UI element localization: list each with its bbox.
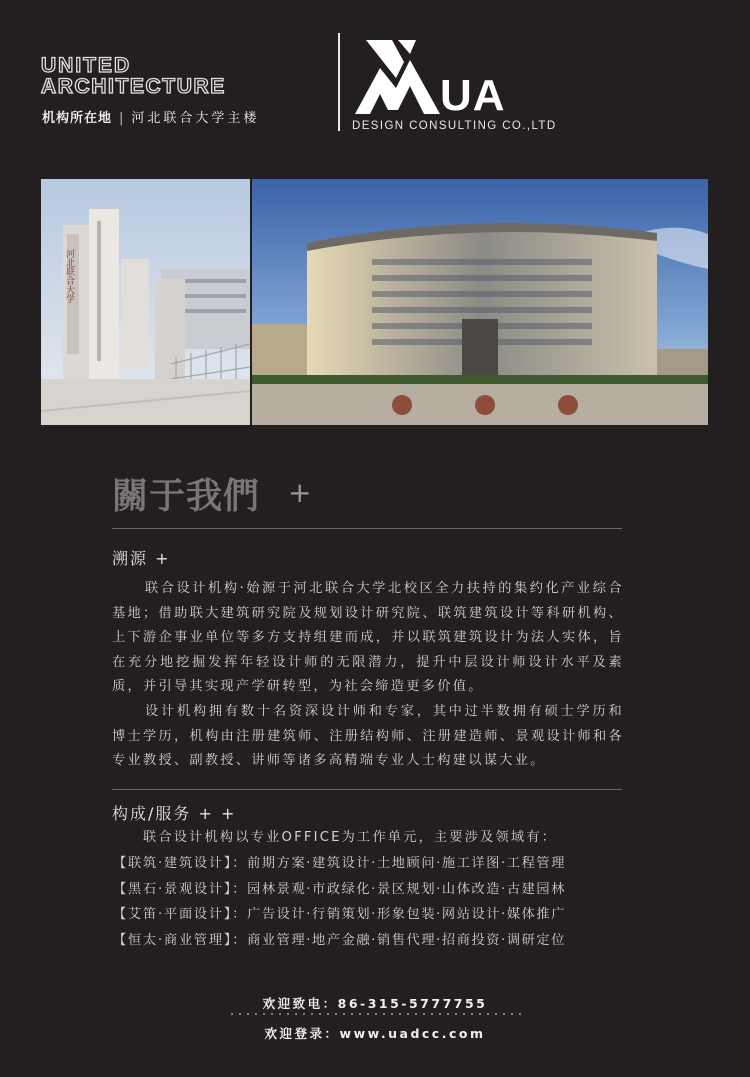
location-value: 河北联合大学主楼 [131, 111, 260, 126]
section-divider [112, 789, 622, 790]
service-category: 【联筑·建筑设计】 [113, 856, 233, 871]
service-category: 【艾笛·平面设计】 [113, 907, 233, 922]
list-item [113, 851, 566, 877]
list-item [113, 928, 566, 954]
logo-text: UA [440, 71, 506, 120]
services-intro: 联合设计机构以专业OFFICE为工作单元，主要涉及领域有： [143, 830, 558, 845]
service-category: 【恒太·商业管理】 [113, 932, 233, 948]
main-building-photo [252, 179, 708, 425]
brand-name-line2: ARCHITECTURE [41, 75, 226, 98]
header-divider [338, 33, 340, 131]
location-separator: | [119, 111, 125, 126]
service-scope: ：前期方案·建筑设计·土地顾问·施工详图·工程管理 [232, 856, 566, 871]
contact-phone: 欢迎致电：86-315-5777755 [262, 996, 488, 1011]
service-scope: ：广告设计·行销策划·形象包装·网站设计·媒体推广 [232, 907, 566, 922]
brand-name-line1: UNITED [41, 54, 132, 77]
logo-subtitle: DESIGN CONSULTING CO.,LTD [352, 120, 557, 132]
service-scope: ：商业管理·地产金融·销售代理·招商投资·调研定位 [232, 932, 566, 948]
location-line [42, 107, 259, 126]
about-title: 關于我們 [112, 476, 261, 517]
location-label: 机构所在地 [42, 111, 113, 126]
origin-paragraph-2: 设计机构拥有数十名资深设计师和专家，其中过半数拥有硕士学历和博士学历，机构由注册建筑师、注册结构师、注册建造师、景观设计师和各专业教授、副教授、讲师等诸多高精端专业人士构建以谋大业。 [112, 703, 624, 769]
list-item [113, 902, 566, 928]
service-category: 【黑石·景观设计】 [113, 881, 233, 897]
about-plus-icon: + [288, 476, 312, 509]
list-item [113, 877, 566, 903]
dotted-divider [228, 1013, 524, 1015]
origin-title: 溯源 + [112, 549, 171, 568]
section-divider [112, 528, 622, 529]
service-scope: ：园林景观·市政绿化·景区规划·山体改造·古建园林 [232, 881, 566, 897]
svg-text:河北联合大学: 河北联合大学 [64, 249, 74, 303]
origin-paragraph-1: 联合设计机构·始源于河北联合大学北校区全力扶持的集约化产业综合基地；借助联大建筑研究院及规划设计研究院、联筑建筑设计等科研机构、上下游企事业单位等多方支持组建而成，并以联筑建筑设计为法人实体，旨在充分地挖掘发挥年轻设计师的无限潜力，提升中层设计师设计水平及素质，并引导其实现产学研转型，为社会缔造更多价值。 [112, 581, 624, 695]
contact-website[interactable]: 欢迎登录：www.uadcc.com [264, 1026, 486, 1041]
origin-text [112, 577, 624, 774]
campus-gate-photo [41, 179, 250, 425]
ua-logo-icon [352, 36, 442, 116]
services-list [113, 851, 566, 953]
services-title: 构成/服务 + + [112, 804, 237, 823]
